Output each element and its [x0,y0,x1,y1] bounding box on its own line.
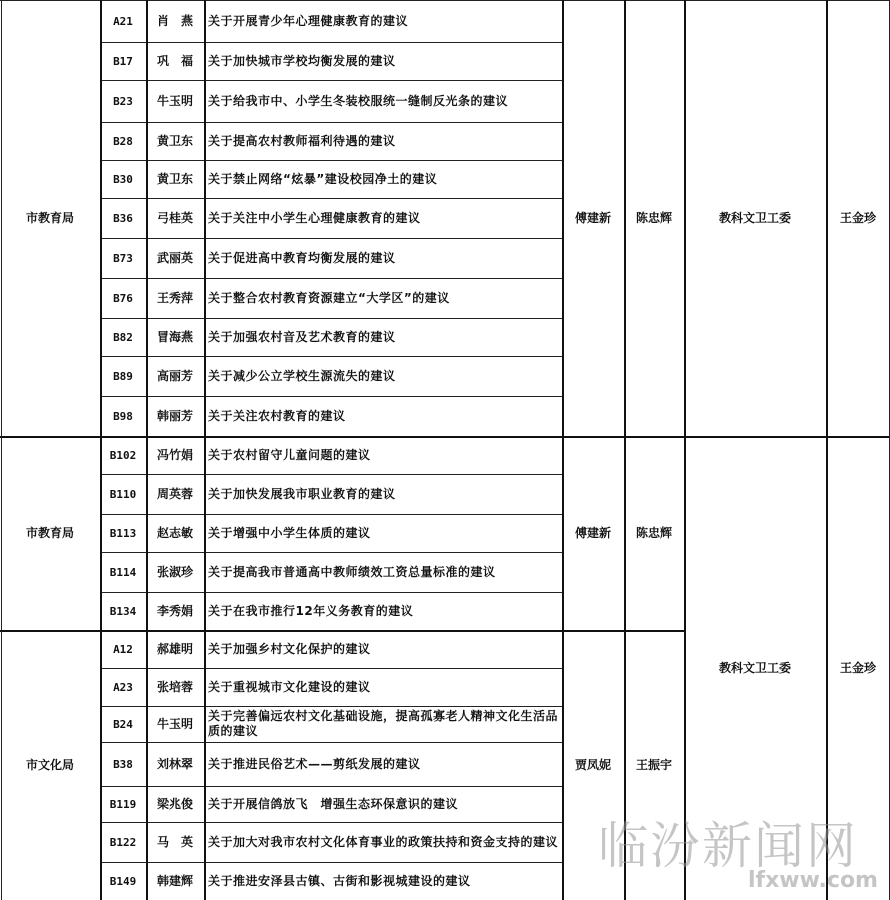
proposer-name: 黄卫东 [156,133,193,148]
proposer-name: 牛玉明 [156,93,193,108]
row-divider [0,436,890,438]
row-divider [100,80,562,81]
proposal-code: B149 [109,874,137,888]
department-cell: 市教育局 [25,525,74,540]
handler-cell: 贾凤妮 [574,757,611,772]
proposal-code: B134 [109,604,137,618]
row-divider [100,706,562,707]
proposal-title: 关于农村留守儿童问题的建议 [208,447,371,462]
proposer-name: 张淑珍 [156,564,193,579]
row-divider [100,396,562,397]
proposer-name: 韩建辉 [156,873,193,888]
row-divider [100,514,562,515]
proposal-code: B98 [113,409,133,423]
proposal-code: B28 [113,134,133,148]
proposal-code: B30 [113,172,133,186]
committee-cell: 教科文卫工委 [718,660,791,675]
row-divider [100,592,562,593]
proposer-name: 马 英 [156,834,193,849]
column-divider [826,0,828,900]
proposal-title: 关于加快城市学校均衡发展的建议 [208,53,396,68]
row-divider [100,742,562,743]
proposal-code: B102 [109,448,137,462]
proposer-name: 韩丽芳 [156,408,193,423]
proposer-name: 李秀娟 [156,603,193,618]
row-divider [100,356,562,357]
proposal-code: B17 [113,54,133,68]
column-divider [1,0,2,900]
reviewer-cell: 陈忠辉 [635,210,672,225]
proposer-name: 郝雄明 [156,641,193,656]
column-divider [562,0,564,900]
proposal-title: 关于加强乡村文化保护的建议 [208,641,371,656]
site-watermark [598,806,890,900]
proposal-title: 关于加强农村音及艺术教育的建议 [208,329,396,344]
proposal-title: 关于推进安泽县古镇、古街和影视城建设的建议 [208,873,471,888]
column-divider [684,0,686,900]
handler-cell: 傅建新 [574,210,611,225]
row-divider [100,474,562,475]
row-divider [100,786,562,787]
proposer-name: 梁兆俊 [156,796,193,811]
row-divider [100,278,562,279]
proposer-name: 王秀萍 [156,290,193,305]
row-divider [100,668,562,669]
proposal-code: B76 [113,291,133,305]
row-divider [100,198,562,199]
department-cell: 市文化局 [25,757,74,772]
column-divider [624,0,626,900]
proposal-title: 关于完善偏远农村文化基础设施，提高孤寡老人精神文化生活品质的建议 [208,709,559,738]
proposer-name: 周英蓉 [156,486,193,501]
proposal-title: 关于整合农村教育资源建立“大学区”的建议 [208,290,450,305]
proposal-code: B36 [113,211,133,225]
row-divider [100,822,562,823]
proposal-code: B119 [109,797,137,811]
proposal-code: B24 [113,717,133,731]
proposer-name: 刘林翠 [156,756,193,771]
committee-cell: 教科文卫工委 [718,210,791,225]
proposer-name: 赵志敏 [156,525,193,540]
proposal-title: 关于给我市中、小学生冬装校服统一缝制反光条的建议 [208,93,509,108]
proposer-name: 牛玉明 [156,716,193,731]
proposal-title: 关于提高我市普通高中教师绩效工资总量标准的建议 [208,564,496,579]
proposal-code: B89 [113,369,133,383]
proposer-name: 巩 福 [156,53,193,68]
watermark-brand: 临汾新闻网 [598,817,858,875]
column-divider [100,0,102,900]
proposal-title: 关于重视城市文化建设的建议 [208,679,371,694]
proposal-title: 关于增强中小学生体质的建议 [208,525,371,540]
proposal-code: B23 [113,94,133,108]
row-divider [100,238,562,239]
proposer-name: 弓桂英 [156,210,193,225]
proposer-name: 张培蓉 [156,679,193,694]
proposer-name: 高丽芳 [156,368,193,383]
proposal-title: 关于推进民俗艺术——剪纸发展的建议 [208,756,421,771]
proposal-code: A23 [113,680,133,694]
proposal-code: B114 [109,565,137,579]
director-cell: 王金珍 [839,210,876,225]
proposal-code: B110 [109,487,137,501]
proposal-title: 关于减少公立学校生源流失的建议 [208,368,396,383]
row-divider [0,630,684,632]
reviewer-cell: 陈忠辉 [635,525,672,540]
director-cell: 王金珍 [839,660,876,675]
proposal-code: A21 [113,14,133,28]
proposer-name: 冒海燕 [156,329,193,344]
proposer-name: 冯竹娟 [156,447,193,462]
proposal-title: 关于关注中小学生心理健康教育的建议 [208,210,421,225]
column-divider [146,0,148,900]
proposer-name: 肖 燕 [156,13,193,28]
handler-cell: 傅建新 [574,525,611,540]
proposal-code: B122 [109,835,137,849]
row-divider [100,862,562,863]
reviewer-cell: 王振宇 [635,757,672,772]
proposal-code: B82 [113,330,133,344]
proposal-code: B38 [113,757,133,771]
row-divider [100,160,562,161]
proposal-code: B113 [109,526,137,540]
proposal-title: 关于加快发展我市职业教育的建议 [208,486,396,501]
proposal-title: 关于禁止网络“炫暴”建设校园净土的建议 [208,171,438,186]
row-divider [100,42,562,43]
proposal-title: 关于关注农村教育的建议 [208,408,346,423]
watermark-url: lfxww.com [748,868,878,893]
row-divider [100,552,562,553]
column-divider [204,0,206,900]
row-divider [0,0,890,1]
proposal-title: 关于加大对我市农村文化体育事业的政策扶持和资金支持的建议 [208,834,559,849]
proposal-title: 关于在我市推行12年义务教育的建议 [208,603,414,618]
row-divider [100,122,562,123]
proposal-title: 关于提高农村教师福利待遇的建议 [208,133,396,148]
proposal-title: 关于促进高中教育均衡发展的建议 [208,250,396,265]
row-divider [100,318,562,319]
proposal-code: B73 [113,251,133,265]
proposal-code: A12 [113,642,133,656]
proposer-name: 武丽英 [156,250,193,265]
proposal-title: 关于开展信鸽放飞 增强生态环保意识的建议 [208,796,459,811]
proposer-name: 黄卫东 [156,171,193,186]
department-cell: 市教育局 [25,210,74,225]
proposal-title: 关于开展青少年心理健康教育的建议 [208,13,409,28]
